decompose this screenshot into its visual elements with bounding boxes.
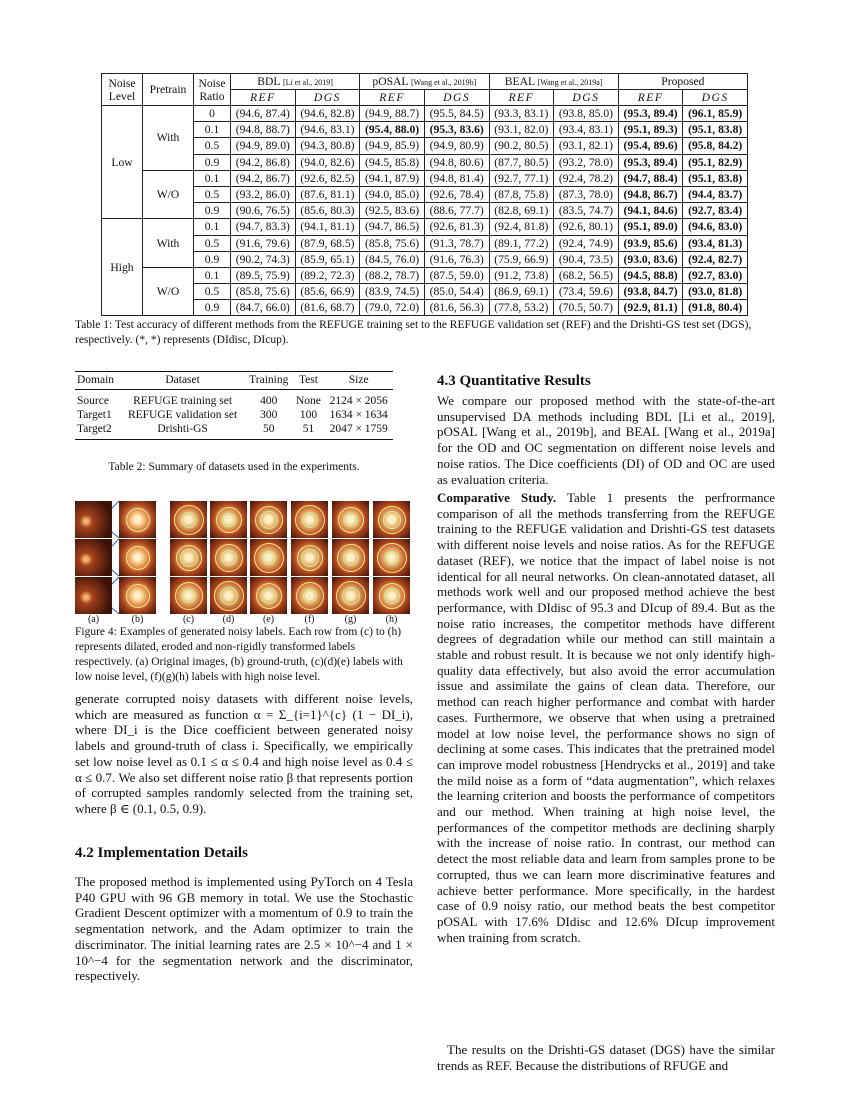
result-cell: (94.7, 86.5): [360, 219, 425, 235]
result-cell: (94.9, 88.7): [360, 106, 425, 122]
figure-4-caption-text: Figure 4: Examples of generated noisy labels. Each row from (c) to (h) represents dilated, eroded and non-rigidly transformed labels respectively. (a) Original images, (b) ground-truth, (c)(d)(e) labels with low noise level, (f)(g)(h) labels with high noise level.: [75, 626, 403, 683]
t2-cell: 50: [245, 422, 293, 440]
result-cell: (85.8, 75.6): [231, 284, 296, 300]
result-cell: (94.3, 80.8): [295, 138, 360, 154]
table-row: [102, 106, 748, 122]
label-overlay-image: [210, 539, 247, 576]
result-cell: (91.2, 73.8): [489, 267, 554, 283]
result-cell: (92.6, 80.1): [554, 219, 619, 235]
result-cell: (93.1, 82.0): [489, 122, 554, 138]
result-cell: (94.7, 88.4): [618, 170, 683, 186]
label-overlay-image: [332, 501, 369, 538]
figure-4: [75, 497, 413, 625]
noise-ratio-cell: 0.9: [194, 300, 231, 316]
result-cell: (94.8, 86.7): [618, 186, 683, 202]
t2-cell: Target2: [75, 422, 120, 440]
result-cell: (94.9, 89.0): [231, 138, 296, 154]
figure-panel-label: (a): [87, 614, 100, 625]
result-cell: (85.9, 65.1): [295, 251, 360, 267]
result-cell: (94.6, 82.8): [295, 106, 360, 122]
t2-cell: Target1: [77, 409, 112, 421]
pretrain-cell: With: [143, 106, 194, 171]
noise-level-cell: High: [102, 219, 143, 316]
t2-cell: REFUGE validation set: [127, 409, 238, 421]
label-overlay-image: [250, 577, 287, 614]
t2-cell: 2124 × 2056: [329, 395, 388, 407]
result-cell: (95.3, 89.4): [618, 106, 683, 122]
result-cell: (94.6, 87.4): [231, 106, 296, 122]
figure-panel-label: (d): [222, 614, 235, 625]
result-cell: (83.5, 74.7): [554, 203, 619, 219]
result-cell: (93.4, 81.3): [683, 235, 748, 251]
result-cell: (92.4, 74.9): [554, 235, 619, 251]
t2-cell: 100: [299, 409, 318, 421]
label-overlay-image: [332, 539, 369, 576]
result-cell: (94.5, 88.8): [618, 267, 683, 283]
header-dgs: DGS: [554, 90, 619, 106]
result-cell: (94.6, 83.1): [295, 122, 360, 138]
noise-ratio-cell: 0.1: [194, 122, 231, 138]
table-row: [102, 203, 748, 219]
result-cell: (93.9, 85.6): [618, 235, 683, 251]
t2-cell: 1634 × 1634: [329, 409, 388, 421]
header-ref: REF: [360, 90, 425, 106]
table-row: [102, 122, 748, 138]
noise-ratio-cell: 0.5: [194, 284, 231, 300]
t2-cell: None: [295, 395, 321, 407]
t2-cell: 300: [260, 409, 278, 421]
result-cell: (92.7, 83.0): [683, 267, 748, 283]
t2-cell: 51: [293, 422, 325, 440]
result-cell: (93.1, 82.1): [554, 138, 619, 154]
fundus-image: [75, 539, 112, 576]
fundus-image: [75, 501, 112, 538]
result-cell: (89.5, 75.9): [231, 267, 296, 283]
result-cell: (95.1, 83.8): [683, 170, 748, 186]
label-overlay-image: [119, 501, 156, 538]
t2-header-size: Size: [324, 372, 393, 390]
pretrain-cell: W/O: [143, 267, 194, 316]
result-cell: (85.0, 54.4): [424, 284, 489, 300]
noise-ratio-cell: 0.9: [194, 203, 231, 219]
result-cell: (87.7, 80.5): [489, 154, 554, 170]
table-2-caption: [75, 460, 393, 475]
result-cell: (94.0, 85.0): [360, 186, 425, 202]
result-cell: (94.8, 80.6): [424, 154, 489, 170]
header-dgs: DGS: [295, 90, 360, 106]
table-row: [75, 408, 393, 422]
t2-cell: Source: [77, 395, 109, 407]
result-cell: (95.5, 84.5): [424, 106, 489, 122]
right-para-intro-text: We compare our proposed method with the state-of-the-art unsupervised DA methods including BDL [Li et al., 2019], pOSAL [Wang et al., 2019b], and BEAL [Wang et al., 2019a] for the OD and OC segmentation on different noise levels and noise ratios. The Dice coefficients (DI) of OD and OC are used as evaluation criteria.: [437, 393, 775, 487]
result-cell: (95.3, 89.4): [618, 154, 683, 170]
header-ref: REF: [618, 90, 683, 106]
table-2-caption-text: Table 2: Summary of datasets used in the experiments.: [108, 461, 360, 473]
result-cell: (92.5, 83.6): [360, 203, 425, 219]
right-para-comparative: [437, 490, 775, 945]
right-para-dgs-text: The results on the Drishti-GS dataset (DGS) have the similar trends as REF. Because the distributions of RFUGE and: [437, 1042, 775, 1073]
result-cell: (91.8, 80.4): [683, 300, 748, 316]
result-cell: (83.9, 74.5): [360, 284, 425, 300]
t2-cell: 2047 × 1759: [324, 422, 393, 440]
result-cell: (90.6, 76.5): [231, 203, 296, 219]
result-cell: (93.4, 83.1): [554, 122, 619, 138]
result-cell: (92.9, 81.1): [618, 300, 683, 316]
label-overlay-image: [119, 539, 156, 576]
result-cell: (93.3, 83.1): [489, 106, 554, 122]
result-cell: (96.1, 85.9): [683, 106, 748, 122]
result-cell: (95.1, 83.8): [683, 122, 748, 138]
noise-ratio-cell: 0.5: [194, 186, 231, 202]
result-cell: (94.1, 84.6): [618, 203, 683, 219]
result-cell: (93.2, 78.0): [554, 154, 619, 170]
label-overlay-image: [210, 501, 247, 538]
table-row: [102, 186, 748, 202]
result-cell: (92.6, 81.3): [424, 219, 489, 235]
table-row: [102, 284, 748, 300]
t2-header-domain: Domain: [75, 372, 120, 390]
pretrain-cell: W/O: [143, 170, 194, 219]
result-cell: (87.8, 75.8): [489, 186, 554, 202]
header-method-proposed: Proposed: [618, 74, 747, 90]
figure-panel-label: (h): [385, 614, 398, 625]
table-row: [102, 219, 748, 235]
label-overlay-image: [170, 539, 207, 576]
noise-ratio-cell: 0.5: [194, 235, 231, 251]
result-cell: (89.2, 72.3): [295, 267, 360, 283]
result-cell: (81.6, 56.3): [424, 300, 489, 316]
header-method-bdl: BDL [Li et al., 2019]: [231, 74, 360, 90]
result-cell: (90.2, 74.3): [231, 251, 296, 267]
right-para-dgs: [437, 1042, 775, 1073]
left-para-noise: [75, 691, 413, 817]
heading-4-2: 4.2 Implementation Details: [75, 845, 248, 861]
comparative-study-lead: Comparative Study.: [437, 490, 557, 505]
result-cell: (92.6, 78.4): [424, 186, 489, 202]
result-cell: (94.7, 83.3): [231, 219, 296, 235]
t2-cell: REFUGE training set: [133, 395, 233, 407]
result-cell: (95.1, 89.3): [618, 122, 683, 138]
label-overlay-image: [210, 577, 247, 614]
result-cell: (94.1, 81.1): [295, 219, 360, 235]
result-cell: (93.8, 85.0): [554, 106, 619, 122]
table-row: [102, 154, 748, 170]
result-cell: (94.2, 86.7): [231, 170, 296, 186]
result-cell: (94.9, 80.9): [424, 138, 489, 154]
comparative-study-body: Table 1 presents the perfrormance comparison of all the methods transferring from the REFUGE training to the REFUGE validation and Drishti-GS test datasets with different noise levels and noise ratios. As for the REFUGE dataset (REF), we notice that the impact of label noise is not identical for all neural networks. On clean-annotated dataset, all methods work well and our proposed method achieve the best performance, with DIdisc of 95.3 and DIcup of 89.4. But as the noise ratio increases, the competitor methods have different degrees of degradation while our method can still maintain a stable and robust result. It is because we not only identify high-quality data effectively, but also avoid the error accumulation issue and assimilate the gains of clean data. Therefore, our method can reach higher performance and combat with harder cases. Furthermore, we observe that when using a pretrained model at low noise level, the performance shows no sign of declining at some cases. This indicates that the pretrained model can improve model robustness [Hendrycks et al., 2019] and take the mild noise as a form of “data augmentation”, which relaxes the learning criterion and boosts the performance of competitors and our method. When training at high noise level, the performances of the competitor methods are declining sharply with the increase of noise ratio. In contrast, our method can detect the most reliable data and learn from samples prone to be corrupted, thus we can learn more discriminative features and achieve better performance. More specifically, in the hardest case of 0.9 noisy ratio, our method beats the best competitor pOSAL with 17.6% DIdisc and 12.6% DIcup improvement when training from scratch.: [437, 490, 775, 945]
result-cell: (93.2, 86.0): [231, 186, 296, 202]
result-cell: (88.2, 78.7): [360, 267, 425, 283]
result-cell: (95.8, 84.2): [683, 138, 748, 154]
header-pretrain: Pretrain: [143, 74, 194, 106]
result-cell: (94.4, 83.7): [683, 186, 748, 202]
fundus-image: [75, 577, 112, 614]
label-overlay-image: [250, 501, 287, 538]
table-1-caption-text: Table 1: Test accuracy of different methods from the REFUGE training set to the REFUGE validation set (REF) and the Drishti-GS test set (DGS), respectively. (*, *) represents (DIdisc, DIcup).: [75, 319, 752, 346]
result-cell: (94.6, 83.0): [683, 219, 748, 235]
header-ref: REF: [231, 90, 296, 106]
result-cell: (84.5, 76.0): [360, 251, 425, 267]
result-cell: (81.6, 68.7): [295, 300, 360, 316]
label-overlay-image: [250, 539, 287, 576]
result-cell: (90.4, 73.5): [554, 251, 619, 267]
result-cell: (92.4, 82.7): [683, 251, 748, 267]
result-cell: (73.4, 59.6): [554, 284, 619, 300]
result-cell: (93.8, 84.7): [618, 284, 683, 300]
label-overlay-image: [291, 577, 328, 614]
result-cell: (92.4, 78.2): [554, 170, 619, 186]
figure-panel-label: (e): [262, 614, 275, 625]
result-cell: (91.3, 78.7): [424, 235, 489, 251]
noise-ratio-cell: 0.9: [194, 251, 231, 267]
noise-ratio-cell: 0.1: [194, 219, 231, 235]
noise-level-cell: Low: [102, 106, 143, 219]
heading-4-3: 4.3 Quantitative Results: [437, 373, 591, 389]
table-row: [102, 251, 748, 267]
table-row: [102, 235, 748, 251]
result-cell: (88.6, 77.7): [424, 203, 489, 219]
result-cell: (94.9, 85.9): [360, 138, 425, 154]
figure-panel-label: (g): [344, 614, 357, 625]
table-1: [101, 73, 748, 316]
figure-panel-label: (c): [182, 614, 195, 625]
label-overlay-image: [373, 539, 410, 576]
result-cell: (84.7, 66.0): [231, 300, 296, 316]
table-row: [75, 422, 393, 440]
result-cell: (93.0, 81.8): [683, 284, 748, 300]
result-cell: (92.7, 77.1): [489, 170, 554, 186]
label-overlay-image: [291, 539, 328, 576]
header-noise-level: Noise Level: [102, 74, 143, 106]
result-cell: (85.8, 75.6): [360, 235, 425, 251]
result-cell: (91.6, 79.6): [231, 235, 296, 251]
result-cell: (87.3, 78.0): [554, 186, 619, 202]
left-para-impl: [75, 874, 413, 984]
label-overlay-image: [170, 577, 207, 614]
result-cell: (95.3, 83.6): [424, 122, 489, 138]
result-cell: (87.9, 68.5): [295, 235, 360, 251]
pretrain-cell: With: [143, 219, 194, 268]
header-ref: REF: [489, 90, 554, 106]
result-cell: (95.1, 89.0): [618, 219, 683, 235]
noise-ratio-cell: 0: [194, 106, 231, 122]
left-para-noise-text: generate corrupted noisy datasets with different noise levels, which are measured as function α = Σ_{i=1}^{c} (1 − DI_i), where DI_i is the Dice coefficient between generated noisy labels and ground-truth of class i. Specifically, we empirically set low noise level as 0.1 ≤ α ≤ 0.4 and high noise level as 0.4 ≤ α ≤ 0.7. We also set different noise ratio β that represents portion of corrupted samples randomly selected from the training set, where β ∈ (0.1, 0.5, 0.9).: [75, 691, 413, 816]
table-row: [102, 170, 748, 186]
label-overlay-image: [119, 577, 156, 614]
result-cell: (94.1, 87.9): [360, 170, 425, 186]
result-cell: (94.8, 81.4): [424, 170, 489, 186]
right-para-intro: [437, 393, 775, 487]
header-noise-ratio: Noise Ratio: [194, 74, 231, 106]
table-row: [75, 390, 393, 409]
result-cell: (90.2, 80.5): [489, 138, 554, 154]
figure-panel-label: (f): [304, 614, 315, 625]
header-dgs: DGS: [424, 90, 489, 106]
noise-ratio-cell: 0.9: [194, 154, 231, 170]
header-dgs: DGS: [683, 90, 748, 106]
noise-ratio-cell: 0.5: [194, 138, 231, 154]
result-cell: (92.4, 81.8): [489, 219, 554, 235]
t2-header-dataset: Dataset: [120, 372, 245, 390]
result-cell: (87.5, 59.0): [424, 267, 489, 283]
table-row: [102, 138, 748, 154]
result-cell: (94.8, 88.7): [231, 122, 296, 138]
result-cell: (87.6, 81.1): [295, 186, 360, 202]
result-cell: (75.9, 66.9): [489, 251, 554, 267]
result-cell: (95.4, 88.0): [360, 122, 425, 138]
header-method-posal: pOSAL [Wang et al., 2019b]: [360, 74, 489, 90]
result-cell: (95.1, 82.9): [683, 154, 748, 170]
result-cell: (94.0, 82.6): [295, 154, 360, 170]
t2-header-test: Test: [293, 372, 325, 390]
result-cell: (89.1, 77.2): [489, 235, 554, 251]
result-cell: (79.0, 72.0): [360, 300, 425, 316]
label-overlay-image: [291, 501, 328, 538]
left-para-impl-text: The proposed method is implemented using PyTorch on 4 Tesla P40 GPU with 96 GB memory in total. We use the Stochastic Gradient Descent optimizer with a momentum of 0.9 to train the segmentation network, and the Adam optimizer to train the discriminator. The initial learning rates are 2.5 × 10^−4 and 1 × 10^−4 for the segmentation network and the discriminator, respectively.: [75, 874, 413, 984]
label-overlay-image: [170, 501, 207, 538]
result-cell: (92.6, 82.5): [295, 170, 360, 186]
result-cell: (94.2, 86.8): [231, 154, 296, 170]
label-overlay-image: [332, 577, 369, 614]
result-cell: (93.0, 83.6): [618, 251, 683, 267]
result-cell: (85.6, 66.9): [295, 284, 360, 300]
figure-panel-label: (b): [131, 614, 144, 625]
result-cell: (85.6, 80.3): [295, 203, 360, 219]
header-method-beal: BEAL [Wang et al., 2019a]: [489, 74, 618, 90]
label-overlay-image: [373, 577, 410, 614]
result-cell: (91.6, 76.3): [424, 251, 489, 267]
result-cell: (82.8, 69.1): [489, 203, 554, 219]
t2-header-training: Training: [245, 372, 293, 390]
noise-ratio-cell: 0.1: [194, 170, 231, 186]
result-cell: (94.5, 85.8): [360, 154, 425, 170]
result-cell: (77.8, 53.2): [489, 300, 554, 316]
t2-cell: 400: [260, 395, 278, 407]
result-cell: (68.2, 56.5): [554, 267, 619, 283]
table-row: [102, 300, 748, 316]
table-2: [75, 371, 393, 440]
label-overlay-image: [373, 501, 410, 538]
result-cell: (92.7, 83.4): [683, 203, 748, 219]
result-cell: (95.4, 89.6): [618, 138, 683, 154]
noise-ratio-cell: 0.1: [194, 267, 231, 283]
figure-4-caption: [75, 625, 413, 685]
table-row: [102, 267, 748, 283]
result-cell: (86.9, 69.1): [489, 284, 554, 300]
t2-cell: Drishti-GS: [120, 422, 245, 440]
right-para-comparative-text: [437, 490, 775, 945]
table-1-caption: [75, 318, 775, 348]
result-cell: (70.5, 50.7): [554, 300, 619, 316]
